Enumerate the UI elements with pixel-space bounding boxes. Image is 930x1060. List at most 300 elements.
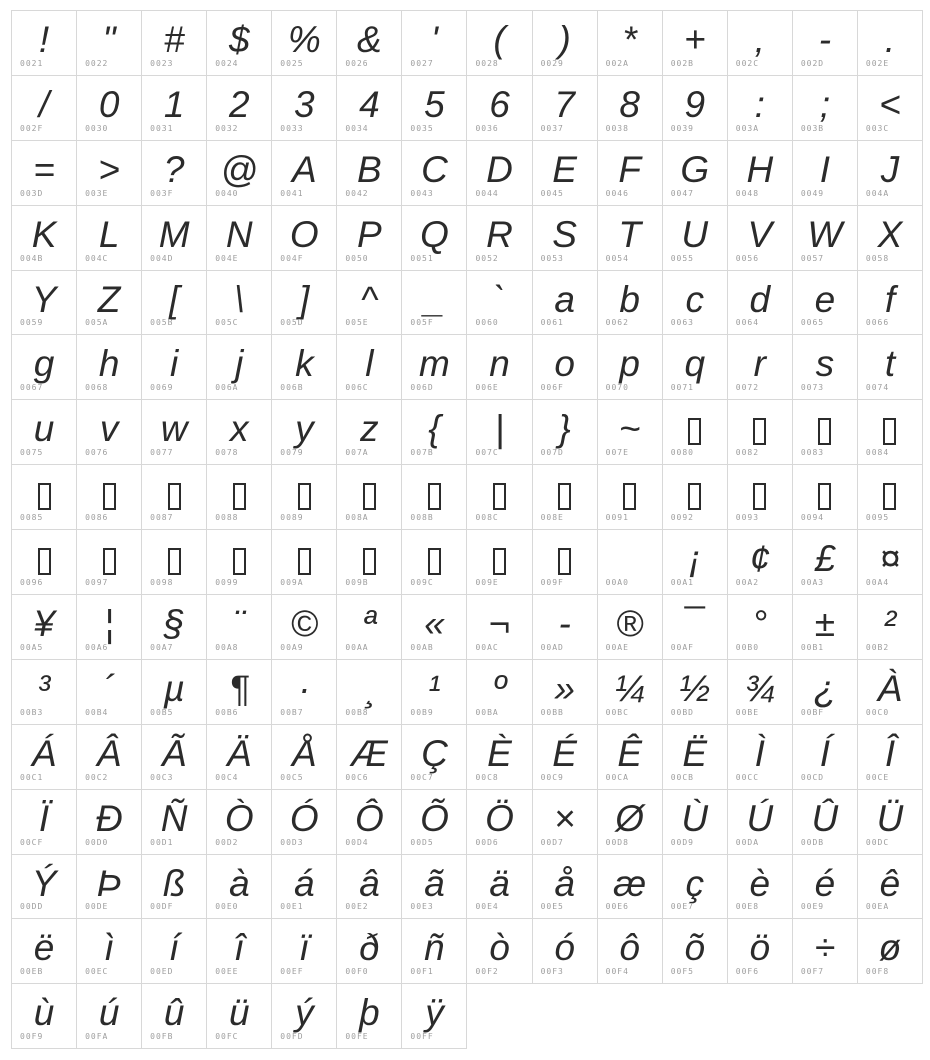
glyph-cell[interactable] xyxy=(728,141,793,206)
glyph-cell[interactable] xyxy=(142,855,207,920)
code-label: 00B4 xyxy=(85,707,109,717)
code-label: 00FC xyxy=(215,1032,239,1042)
glyph-cell[interactable] xyxy=(272,984,337,1049)
glyph-cell[interactable] xyxy=(77,919,142,984)
glyph-cell[interactable] xyxy=(467,76,532,141)
glyph: þ xyxy=(359,992,380,1034)
glyph-cell[interactable] xyxy=(402,790,467,855)
glyph-cell[interactable] xyxy=(533,271,598,336)
glyph-cell[interactable] xyxy=(858,11,923,76)
glyph-cell[interactable] xyxy=(337,595,402,660)
glyph-cell[interactable] xyxy=(663,335,728,400)
glyph-cell[interactable] xyxy=(12,206,77,271)
glyph-cell[interactable] xyxy=(533,790,598,855)
glyph-cell[interactable] xyxy=(533,206,598,271)
glyph-cell[interactable] xyxy=(533,530,598,595)
glyph-cell[interactable] xyxy=(533,465,598,530)
glyph-cell[interactable] xyxy=(337,206,402,271)
glyph-cell[interactable] xyxy=(12,984,77,1049)
glyph-cell[interactable] xyxy=(728,271,793,336)
glyph-cell[interactable] xyxy=(12,855,77,920)
glyph: Á xyxy=(31,732,57,774)
code-label: 0082 xyxy=(735,448,760,458)
code-label: 004F xyxy=(280,253,304,263)
glyph-cell[interactable] xyxy=(467,790,532,855)
glyph-cell[interactable] xyxy=(142,984,207,1049)
glyph: ½ xyxy=(679,667,711,709)
glyph-cell[interactable] xyxy=(858,76,923,141)
glyph-cell[interactable] xyxy=(337,335,402,400)
glyph-cell[interactable] xyxy=(598,530,663,595)
glyph-cell[interactable] xyxy=(663,76,728,141)
glyph-cell[interactable] xyxy=(142,335,207,400)
glyph-cell[interactable] xyxy=(793,919,858,984)
glyph-cell[interactable] xyxy=(402,335,467,400)
glyph: \ xyxy=(234,278,245,320)
glyph-cell[interactable] xyxy=(728,206,793,271)
glyph-cell[interactable] xyxy=(337,11,402,76)
glyph-cell[interactable] xyxy=(402,206,467,271)
code-label: 00E6 xyxy=(605,902,629,912)
glyph-cell[interactable] xyxy=(337,790,402,855)
glyph-cell[interactable] xyxy=(337,660,402,725)
glyph-cell[interactable] xyxy=(598,660,663,725)
glyph-cell[interactable] xyxy=(663,271,728,336)
code-label: 00DC xyxy=(865,837,890,847)
glyph: P xyxy=(357,213,382,255)
code-label: 0085 xyxy=(20,513,44,523)
glyph-cell[interactable] xyxy=(207,11,272,76)
glyph: Ö xyxy=(485,797,514,839)
code-label: 0043 xyxy=(410,188,434,198)
glyph-cell[interactable] xyxy=(402,11,467,76)
code-label: 0052 xyxy=(475,253,499,263)
glyph-cell[interactable] xyxy=(402,271,467,336)
glyph-cell[interactable] xyxy=(337,984,402,1049)
glyph-cell[interactable] xyxy=(77,76,142,141)
glyph-cell[interactable] xyxy=(337,400,402,465)
glyph-cell[interactable] xyxy=(663,530,728,595)
code-label: 0053 xyxy=(540,253,564,263)
glyph-cell[interactable] xyxy=(142,725,207,790)
glyph-cell[interactable] xyxy=(728,855,793,920)
glyph-cell[interactable] xyxy=(663,206,728,271)
glyph: s xyxy=(815,343,835,385)
glyph-cell[interactable] xyxy=(207,530,272,595)
glyph-cell[interactable] xyxy=(77,530,142,595)
glyph-cell[interactable] xyxy=(467,400,532,465)
glyph-cell[interactable] xyxy=(467,595,532,660)
glyph-cell[interactable] xyxy=(598,400,663,465)
glyph: â xyxy=(359,862,380,904)
code-label: 0047 xyxy=(670,188,694,198)
glyph-cell[interactable] xyxy=(858,595,923,660)
code-label: 006B xyxy=(280,383,304,393)
code-label: 0097 xyxy=(85,578,109,588)
glyph-cell[interactable] xyxy=(272,271,337,336)
glyph-cell[interactable] xyxy=(142,530,207,595)
glyph-cell[interactable] xyxy=(858,660,923,725)
glyph-cell[interactable] xyxy=(142,595,207,660)
code-label: 0086 xyxy=(85,513,109,523)
glyph: | xyxy=(494,408,505,450)
code-label: 00F7 xyxy=(800,967,825,977)
glyph-cell[interactable] xyxy=(533,400,598,465)
glyph-cell[interactable] xyxy=(402,141,467,206)
glyph-cell[interactable] xyxy=(728,660,793,725)
glyph-cell[interactable] xyxy=(337,76,402,141)
glyph: ¬ xyxy=(488,603,511,645)
glyph-cell[interactable] xyxy=(207,76,272,141)
glyph: I xyxy=(819,148,831,190)
glyph-cell[interactable] xyxy=(467,919,532,984)
code-label: 00C9 xyxy=(540,772,564,782)
glyph-cell[interactable] xyxy=(402,465,467,530)
code-label: 0071 xyxy=(670,383,694,393)
missing-glyph-box-icon xyxy=(298,483,311,510)
glyph-cell[interactable] xyxy=(598,919,663,984)
glyph-cell[interactable] xyxy=(12,271,77,336)
glyph-cell[interactable] xyxy=(337,919,402,984)
glyph-cell[interactable] xyxy=(793,790,858,855)
glyph: 8 xyxy=(619,83,640,125)
code-label: 00A1 xyxy=(670,578,694,588)
glyph-cell[interactable] xyxy=(793,595,858,660)
glyph: r xyxy=(753,343,766,385)
glyph-cell[interactable] xyxy=(272,660,337,725)
glyph-cell[interactable] xyxy=(142,206,207,271)
glyph-grid xyxy=(11,10,923,1049)
glyph: ã xyxy=(424,862,445,904)
glyph-cell[interactable] xyxy=(272,206,337,271)
code-label: 003B xyxy=(800,123,825,133)
glyph-cell[interactable] xyxy=(598,595,663,660)
glyph-cell[interactable] xyxy=(142,790,207,855)
code-label: 00C7 xyxy=(410,772,434,782)
glyph-cell[interactable] xyxy=(598,465,663,530)
code-label: 008A xyxy=(345,513,369,523)
glyph-cell[interactable] xyxy=(402,855,467,920)
glyph-cell[interactable] xyxy=(207,400,272,465)
glyph-cell[interactable] xyxy=(663,11,728,76)
glyph-cell[interactable] xyxy=(77,660,142,725)
glyph-cell[interactable] xyxy=(402,530,467,595)
glyph-cell[interactable] xyxy=(467,335,532,400)
glyph-cell[interactable] xyxy=(533,855,598,920)
glyph-cell[interactable] xyxy=(598,206,663,271)
glyph-cell[interactable] xyxy=(77,984,142,1049)
glyph-cell[interactable] xyxy=(402,400,467,465)
glyph-cell[interactable] xyxy=(77,206,142,271)
glyph-cell[interactable] xyxy=(793,206,858,271)
missing-glyph-box-icon xyxy=(38,483,51,510)
missing-glyph-box-icon xyxy=(103,548,116,575)
code-label: 0057 xyxy=(800,253,825,263)
glyph-cell[interactable] xyxy=(207,984,272,1049)
glyph-cell[interactable] xyxy=(142,400,207,465)
code-label: 005E xyxy=(345,318,369,328)
glyph-area xyxy=(142,469,206,512)
glyph-cell[interactable] xyxy=(12,660,77,725)
glyph-cell[interactable] xyxy=(272,76,337,141)
glyph-cell[interactable] xyxy=(728,400,793,465)
glyph-cell[interactable] xyxy=(793,271,858,336)
glyph-cell[interactable] xyxy=(207,855,272,920)
glyph-cell[interactable] xyxy=(467,206,532,271)
code-label: 0021 xyxy=(20,58,44,68)
glyph-cell[interactable] xyxy=(272,530,337,595)
glyph: @ xyxy=(220,148,259,190)
glyph-cell[interactable] xyxy=(663,660,728,725)
glyph-cell[interactable] xyxy=(77,400,142,465)
glyph-cell[interactable] xyxy=(207,465,272,530)
glyph: Ð xyxy=(95,797,123,839)
glyph-cell[interactable] xyxy=(858,919,923,984)
glyph: t xyxy=(884,343,896,385)
glyph-cell[interactable] xyxy=(207,660,272,725)
glyph-cell[interactable] xyxy=(663,400,728,465)
glyph-cell[interactable] xyxy=(337,465,402,530)
glyph-cell[interactable] xyxy=(12,141,77,206)
glyph-cell[interactable] xyxy=(402,595,467,660)
glyph-cell[interactable] xyxy=(272,11,337,76)
glyph-cell[interactable] xyxy=(793,855,858,920)
glyph-cell[interactable] xyxy=(728,530,793,595)
glyph-cell[interactable] xyxy=(272,919,337,984)
glyph-cell[interactable] xyxy=(207,141,272,206)
glyph-cell[interactable] xyxy=(793,11,858,76)
glyph-cell[interactable] xyxy=(598,76,663,141)
glyph-cell[interactable] xyxy=(728,919,793,984)
glyph-cell[interactable] xyxy=(858,790,923,855)
glyph-cell[interactable] xyxy=(402,76,467,141)
glyph-cell[interactable] xyxy=(142,11,207,76)
glyph-cell[interactable] xyxy=(728,725,793,790)
glyph-cell[interactable] xyxy=(663,725,728,790)
glyph-cell[interactable] xyxy=(12,335,77,400)
glyph: # xyxy=(163,19,185,60)
glyph-cell[interactable] xyxy=(12,595,77,660)
glyph-cell[interactable] xyxy=(337,530,402,595)
glyph-cell[interactable] xyxy=(272,465,337,530)
glyph-cell[interactable] xyxy=(533,660,598,725)
glyph-cell[interactable] xyxy=(337,141,402,206)
missing-glyph-box-icon xyxy=(298,548,311,575)
code-label: 00B1 xyxy=(800,642,825,652)
glyph-cell[interactable] xyxy=(663,919,728,984)
glyph-cell[interactable] xyxy=(533,141,598,206)
glyph-cell[interactable] xyxy=(402,660,467,725)
glyph-cell[interactable] xyxy=(77,790,142,855)
glyph-cell[interactable] xyxy=(142,660,207,725)
code-label: 0067 xyxy=(20,383,44,393)
code-label: 0099 xyxy=(215,578,239,588)
glyph-cell[interactable] xyxy=(77,271,142,336)
glyph-cell[interactable] xyxy=(337,271,402,336)
glyph-cell[interactable] xyxy=(663,855,728,920)
glyph: ù xyxy=(33,992,55,1034)
glyph: ë xyxy=(33,927,55,969)
glyph-cell[interactable] xyxy=(272,335,337,400)
glyph-cell[interactable] xyxy=(207,595,272,660)
glyph-cell[interactable] xyxy=(12,919,77,984)
glyph-cell[interactable] xyxy=(467,11,532,76)
code-label: 002C xyxy=(735,58,760,68)
glyph-cell[interactable] xyxy=(728,11,793,76)
glyph: w xyxy=(160,408,188,450)
code-label: 007E xyxy=(605,448,629,458)
glyph-cell[interactable] xyxy=(402,984,467,1049)
glyph: » xyxy=(554,667,575,709)
glyph-cell[interactable] xyxy=(598,141,663,206)
glyph-cell[interactable] xyxy=(533,76,598,141)
code-label: 0049 xyxy=(800,188,825,198)
glyph-cell[interactable] xyxy=(663,465,728,530)
glyph-cell[interactable] xyxy=(77,141,142,206)
glyph-cell[interactable] xyxy=(272,400,337,465)
glyph: f xyxy=(884,278,896,320)
code-label: 0040 xyxy=(215,188,239,198)
glyph-cell[interactable] xyxy=(598,11,663,76)
glyph-cell[interactable] xyxy=(207,271,272,336)
glyph-cell[interactable] xyxy=(858,141,923,206)
glyph-cell[interactable] xyxy=(207,335,272,400)
glyph-area xyxy=(728,404,792,447)
glyph-cell[interactable] xyxy=(858,725,923,790)
glyph-cell[interactable] xyxy=(402,725,467,790)
glyph-cell[interactable] xyxy=(467,141,532,206)
glyph-cell[interactable] xyxy=(337,725,402,790)
glyph-cell[interactable] xyxy=(12,530,77,595)
glyph-cell[interactable] xyxy=(207,206,272,271)
glyph-cell[interactable] xyxy=(793,335,858,400)
code-label: 0037 xyxy=(540,123,564,133)
glyph: Q xyxy=(420,213,449,255)
glyph-cell[interactable] xyxy=(793,725,858,790)
glyph-cell[interactable] xyxy=(12,76,77,141)
glyph-cell[interactable] xyxy=(12,400,77,465)
code-label: 0032 xyxy=(215,123,239,133)
glyph-cell[interactable] xyxy=(858,465,923,530)
glyph-cell[interactable] xyxy=(12,465,77,530)
glyph-cell[interactable] xyxy=(598,725,663,790)
glyph-cell[interactable] xyxy=(142,919,207,984)
code-label: 0075 xyxy=(20,448,44,458)
glyph-cell[interactable] xyxy=(467,271,532,336)
glyph-cell[interactable] xyxy=(858,271,923,336)
glyph-cell[interactable] xyxy=(728,465,793,530)
glyph: ¡ xyxy=(688,538,701,580)
glyph-cell[interactable] xyxy=(207,919,272,984)
glyph-cell[interactable] xyxy=(142,141,207,206)
glyph-cell[interactable] xyxy=(207,790,272,855)
glyph-cell[interactable] xyxy=(728,335,793,400)
glyph: È xyxy=(487,732,512,774)
glyph-cell[interactable] xyxy=(533,335,598,400)
glyph-cell[interactable] xyxy=(77,595,142,660)
glyph: E xyxy=(552,148,577,190)
glyph-cell[interactable] xyxy=(793,76,858,141)
glyph-cell[interactable] xyxy=(858,206,923,271)
glyph-cell[interactable] xyxy=(12,790,77,855)
glyph-cell[interactable] xyxy=(858,855,923,920)
glyph-cell[interactable] xyxy=(663,595,728,660)
code-label: 00D9 xyxy=(670,837,694,847)
glyph-cell[interactable] xyxy=(728,595,793,660)
glyph-cell[interactable] xyxy=(663,790,728,855)
glyph-cell[interactable] xyxy=(793,141,858,206)
code-label: 00A7 xyxy=(150,642,174,652)
glyph-cell[interactable] xyxy=(598,335,663,400)
missing-glyph-box-icon xyxy=(883,418,896,445)
glyph-cell[interactable] xyxy=(858,530,923,595)
glyph-cell[interactable] xyxy=(533,725,598,790)
glyph-cell[interactable] xyxy=(793,465,858,530)
glyph-cell[interactable] xyxy=(12,725,77,790)
glyph: 5 xyxy=(424,83,445,125)
glyph-cell[interactable] xyxy=(793,530,858,595)
glyph-cell[interactable] xyxy=(467,855,532,920)
glyph-cell[interactable] xyxy=(533,11,598,76)
glyph-cell[interactable] xyxy=(793,400,858,465)
glyph-cell[interactable] xyxy=(272,595,337,660)
code-label: 0066 xyxy=(865,318,890,328)
glyph-cell[interactable] xyxy=(728,76,793,141)
glyph-cell[interactable] xyxy=(272,855,337,920)
glyph-cell[interactable] xyxy=(793,660,858,725)
glyph-cell[interactable] xyxy=(533,919,598,984)
glyph-cell[interactable] xyxy=(142,465,207,530)
glyph-cell[interactable] xyxy=(467,530,532,595)
glyph-cell[interactable] xyxy=(467,465,532,530)
glyph-cell[interactable] xyxy=(728,790,793,855)
glyph-cell[interactable] xyxy=(598,790,663,855)
glyph-cell[interactable] xyxy=(467,725,532,790)
code-label: 00CF xyxy=(20,837,44,847)
glyph-cell[interactable] xyxy=(207,725,272,790)
code-label: 0029 xyxy=(540,58,564,68)
glyph: Ê xyxy=(617,732,643,774)
glyph-cell[interactable] xyxy=(272,725,337,790)
glyph-cell[interactable] xyxy=(663,141,728,206)
missing-glyph-box-icon xyxy=(493,548,506,575)
glyph-cell[interactable] xyxy=(533,595,598,660)
glyph-cell[interactable] xyxy=(77,725,142,790)
glyph-cell[interactable] xyxy=(402,919,467,984)
glyph: ì xyxy=(103,927,115,969)
glyph-cell[interactable] xyxy=(598,855,663,920)
glyph-cell[interactable] xyxy=(77,11,142,76)
glyph-cell[interactable] xyxy=(12,11,77,76)
glyph-cell[interactable] xyxy=(77,855,142,920)
glyph-cell[interactable] xyxy=(858,335,923,400)
glyph-area xyxy=(858,469,922,512)
code-label: 00D7 xyxy=(540,837,564,847)
glyph-cell[interactable] xyxy=(77,465,142,530)
glyph: ¼ xyxy=(614,667,646,709)
code-label: 00B7 xyxy=(280,707,304,717)
glyph-cell[interactable] xyxy=(858,400,923,465)
glyph-cell[interactable] xyxy=(142,271,207,336)
glyph-cell[interactable] xyxy=(272,141,337,206)
glyph-cell[interactable] xyxy=(272,790,337,855)
code-label: 00C8 xyxy=(475,772,499,782)
glyph-cell[interactable] xyxy=(337,855,402,920)
glyph-cell[interactable] xyxy=(467,660,532,725)
glyph-cell[interactable] xyxy=(598,271,663,336)
glyph-cell[interactable] xyxy=(77,335,142,400)
glyph-cell[interactable] xyxy=(142,76,207,141)
